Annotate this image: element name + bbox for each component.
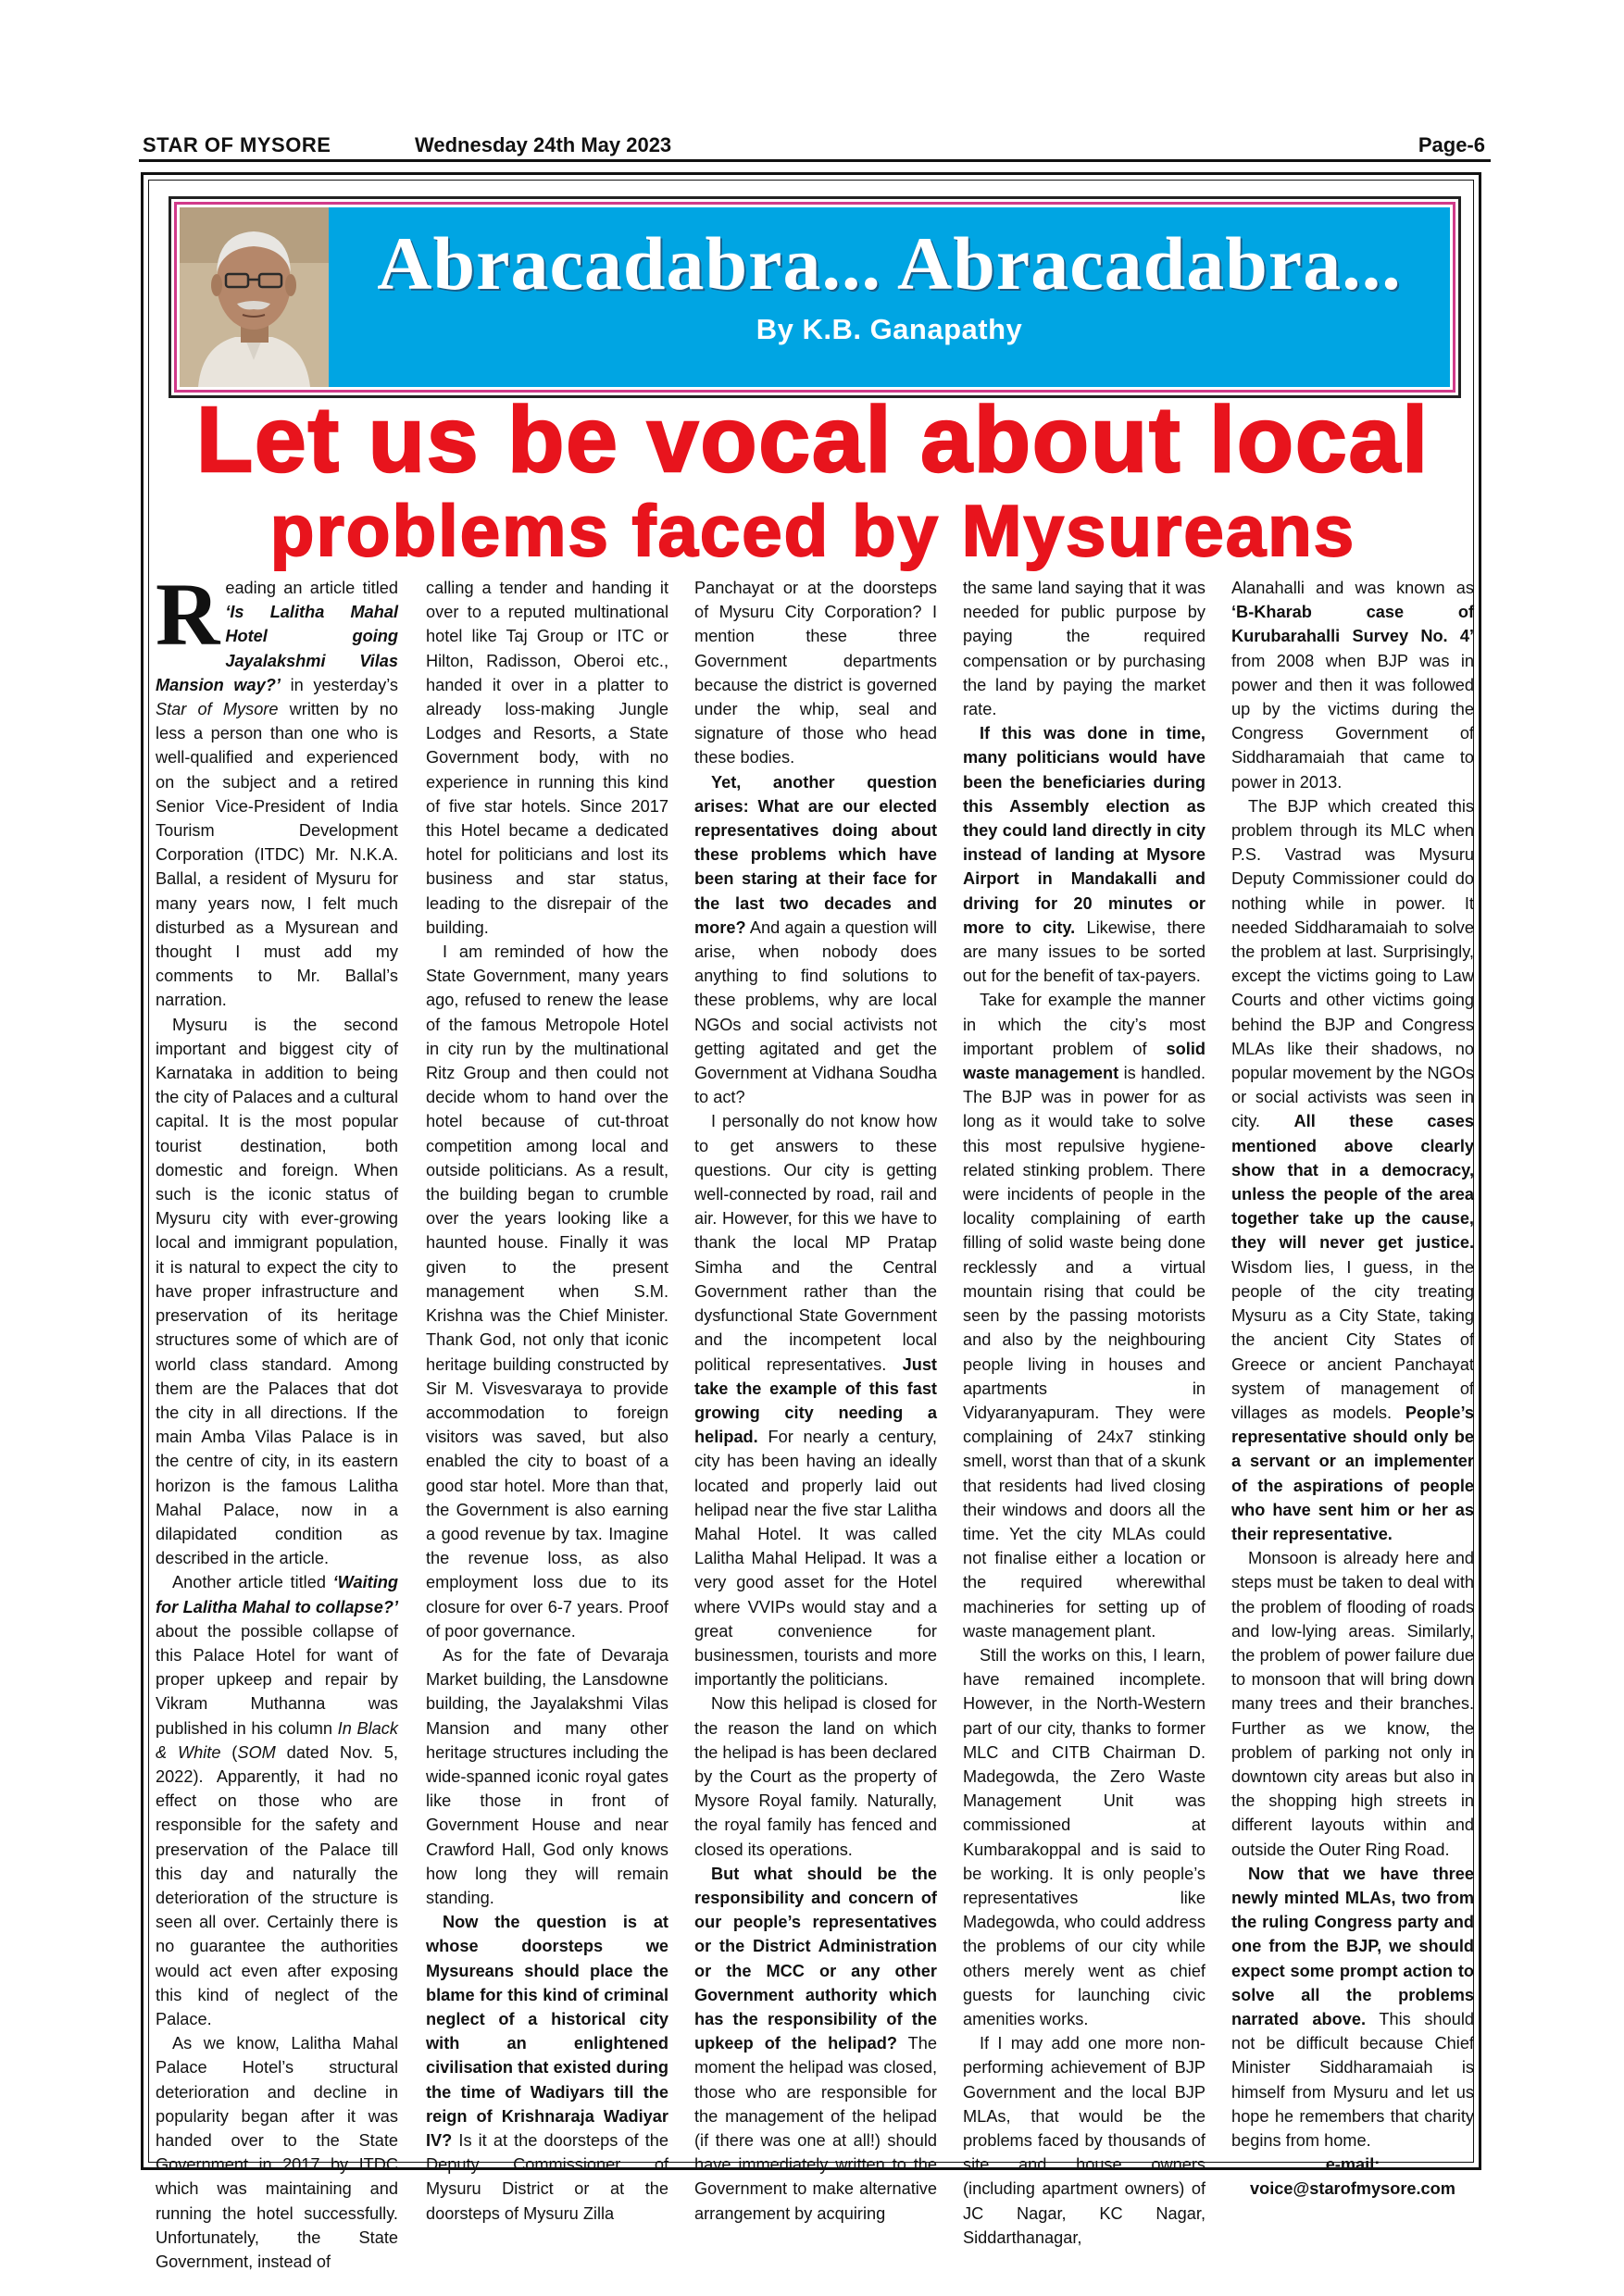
text: about the possible collapse of this Palace Hotel for want of proper upkeep and repair by Vikram Muthanna was published in his column — [156, 1621, 398, 1738]
article-column-3 — [694, 576, 937, 2223]
email-label: e-mail: — [1325, 2155, 1380, 2175]
emphasis-text: Now that we have three newly minted MLAs, two from the ruling Congress party and one from the BJP, we should expect some prompt action to solve all the problems narrated above. — [1231, 1864, 1474, 2028]
paragraph: Still the works on this, I learn, have remained incomplete. However, in the North-Western part of our city, thanks to former MLC and CITB Chairman D. Madegowda, the Zero Waste Management Unit was commissioned at Kumbarakoppal and is said to be working. It is only people’s representatives like Madegowda, who could address the problems of our city while others merely went as chief guests for launching civic amenities works. — [963, 1645, 1206, 2028]
paragraph: Now this helipad is closed for the reason the land on which the helipad is has been declared by the Court as the property of Mysore Royal family. Naturally, the royal family has fenced and closed its operations. — [694, 1694, 937, 1859]
emphasis-text: Yet, another question arises: What are our elected representatives doing about these problems which have been staring at their face for the last two decades and more? — [694, 772, 937, 937]
emphasis-text: solid waste management — [963, 1039, 1206, 1083]
publication-name: STAR OF MYSORE — [143, 133, 331, 156]
paragraph: calling a tender and handing it over to a reputed multinational hotel like Taj Group or ITC or Hilton, Radisson, Oberoi etc., handed it over in a platter to already loss-making Jungle Lodges and Resorts, a State Government body, with no experience in running this kind of five star hotels. Since 2017 this Hotel became a dedicated hotel for politicians and lost its business and star status, leading to the disrepair of the building. — [426, 579, 668, 937]
column-title: Abracadabra... Abracadabra... — [377, 221, 1402, 306]
paragraph — [1231, 794, 1474, 1546]
paragraph: As we know, Lalitha Mahal Palace Hotel’s structural deterioration and decline in popularity began after it was handed over to the State Government in 2017 by ITDC which was maintaining and running the hotel successfully. Unfortunately, the State Government, instead of — [156, 2034, 398, 2272]
paragraph — [963, 988, 1206, 1642]
paragraph: As for the fate of Devaraja Market building, the Lansdowne building, the Jayalakshmi Vilas Mansion and many other heritage structures including the wide-spanned iconic royal gates like those in front of Government House and near Crawford Hall, God only knows how long they will remain standing. — [426, 1645, 668, 1907]
text: written by no less a person than one who is well-qualified and experienced on the subject and a retired Senior Vice-President of India Tourism Development Corporation (ITDC) Mr. N.K.A. Ballal, a resident of Mysuru for many years now, I felt much disturbed as a Mysurean and thought I must add my comments to Mr. Ballal’s narration. — [156, 700, 398, 1010]
text: eading an article titled — [225, 579, 398, 597]
paragraph — [694, 1862, 937, 2226]
text: Alanahalli and was known as — [1231, 579, 1474, 597]
text: ( — [220, 1742, 238, 1762]
author-photo — [180, 207, 329, 387]
emphasis-text: Now the question is at whose doorsteps we Mysureans should place the blame for this kind of criminal neglect of a historical city with an enlightened civilisation that existed during the time of Wadiyars till the reign of Krishnaraja Wadiyar IV? — [426, 1913, 668, 2150]
article-title-ref: ‘Is Lalitha Mahal Hotel going Jayalakshmi Vilas Mansion way?’ — [156, 603, 398, 694]
emphasis-text: But what should be the responsibility and concern of our people’s representatives or the District Administration or the MCC or any other Government authority which has the responsibility of the upkeep of the helipad? — [694, 1864, 937, 2053]
text: from 2008 when BJP was in power and then it was followed up by the victims during the Congress Government of Siddharamaiah that came to power in 2013. — [1231, 651, 1474, 792]
text: Another article titled — [172, 1573, 333, 1592]
issue-date: Wednesday 24th May 2023 — [415, 133, 672, 156]
text: For nearly a century, city has been having an ideally located and properly laid out helipad near the five star Lalitha Mahal Hotel. It was called Lalitha Mahal Helipad. It was a very good asset for the Hotel where VVIPs would stay and a great convenience for businessmen, tourists and more importantly the politicians. — [694, 1428, 937, 1690]
text: Is it at the doorsteps of the Deputy Commissioner of Mysuru District or at the doorsteps of Mysuru Zilla — [426, 2131, 668, 2223]
text: This should not be difficult because Chief Minister Siddharamaiah is himself from Mysuru and let us hope he remembers that charity begins from home. — [1231, 2009, 1475, 2150]
paragraph — [694, 1109, 937, 1691]
paragraph — [1231, 1862, 1474, 2152]
paragraph: Panchayat or at the doorsteps of Mysuru City Corporation? I mention these three Government departments because the district is governed under the whip, seal and signature of those who head these bodies. — [694, 579, 937, 767]
paragraph: I am reminded of how the State Government, many years ago, refused to renew the lease of the famous Metropole Hotel in city run by the multinational Ritz Group and then could not decide whom to hand over the hotel because of cut-throat competition among local and outside politicians. As a result, the building began to crumble over the years looking like a haunted house. Finally it was given to the present management when S.M. Krishna was the Chief Minister. Thank God, not only that iconic heritage building constructed by Sir M. Visvesvaraya to provide accommodation to foreign visitors was saved, but also enabled the city to boast of a good star hotel. More than that, the Government is also earning a good revenue by tax. Imagine the revenue loss, as also employment loss due to its closure for over 6-7 years. Proof of poor governance. — [426, 942, 668, 1641]
text: dated Nov. 5, 2022). Apparently, it had no effect on those who are responsible for the safety and preservation of the Palace till this day and naturally the deterioration of the structure is seen all over. Certainly there is no guarantee the authorities would act even after exposing this kind of neglect of the Palace. — [156, 1742, 398, 2028]
paragraph: Monsoon is already here and steps must be taken to deal with the problem of flooding of roads and low-lying areas. Similarly, the problem of power failure due to monsoon that will bring down many trees and their branches. Further as we know, the problem of parking not only in downtown city areas but also in the shopping high streets in different layouts within and outside the Outer Ring Road. — [1231, 1549, 1474, 1859]
paragraph — [156, 565, 399, 1013]
page-number: Page-6 — [1418, 133, 1485, 156]
headline-line-2: problems faced by Mysureans — [269, 490, 1356, 571]
text: in yesterday’s — [280, 675, 399, 694]
publication-ref: SOM — [237, 1742, 276, 1762]
paragraph: Mysuru is the second important and biggest city of Karnataka in addition to being the city of Palaces and a cultural capital. It is the most popular tourist destination, both domestic and foreign. When such is the iconic status of Mysuru city with ever-growing local and immigrant population, it is natural to expect the city to have proper infrastructure and preservation of its heritage structures some of which are of world class standard. Among them are the Palaces that dot the city in all directions. If the main Amba Vilas Palace is in the centre of city, in its eastern horizon is the famous Lalitha Mahal Palace, now in a dilapidated condition as described in the article. — [156, 1015, 398, 1568]
drop-cap: R — [156, 565, 220, 664]
text: Likewise, there are many issues to be sorted out for the benefit of tax-payers. — [963, 917, 1206, 986]
emphasis-text: All these cases mentioned above clearly show that in a democracy, unless the people of the area together take up the cause, they will never get justice. — [1231, 1112, 1474, 1253]
paragraph: If I may add one more non-performing achievement of BJP Government and the local BJP MLAs, that would be the problems faced by thousands of site and house owners (including apartment owners) of JC Nagar, KC Nagar, Siddarthanagar, — [963, 2034, 1206, 2247]
paragraph — [426, 1910, 668, 2226]
article-column-2 — [426, 576, 668, 2223]
text: Wisdom lies, I guess, in the people of the city treating Mysuru as a City State, taking the ancient City States of Greece or ancient Panchayat system of management of villages as models. — [1231, 1257, 1474, 1422]
paragraph: the same land saying that it was needed for public purpose by paying the required compensation or by purchasing the land by paying the market rate. — [963, 579, 1206, 719]
text: Take for example the manner in which the city’s most important problem of — [963, 991, 1206, 1058]
article-column-5 — [1231, 576, 1475, 2199]
column-ref: In Black & White — [156, 1718, 398, 1762]
paragraph — [963, 721, 1206, 988]
text: I personally do not know how to get answers to these questions. Our city is getting well-connected by road, rail and air. However, for this we have to thank the local MP Pratap Simha and the Central Government rather than the dysfunctional State Government and the incompetent local political representatives. — [694, 1112, 937, 1374]
page-header — [139, 130, 1491, 161]
headline-line-1: Let us be vocal about local — [195, 388, 1430, 492]
publication-ref: Star of Mysore — [156, 700, 279, 719]
header-rule — [139, 159, 1491, 162]
column-byline: By K.B. Ganapathy — [756, 313, 1023, 345]
text: The BJP which created this problem through its MLC when P.S. Vastrad was Mysuru Deputy Commissioner could do nothing while in power. It needed Siddharamaiah to solve the problem at last. Surprisingly, except the victims going to Law Courts and other victims going behind the BJP and Congress MLAs like their shadows, no popular movement by the NGOs or social activists was seen in city. — [1231, 796, 1474, 1131]
paragraph — [1231, 576, 1474, 794]
emphasis-text: If this was done in time, many politicians would have been the beneficiaries during this Assembly election as they could land directly in city instead of landing at Mysore Airport in Mandakalli and driving for 20 minutes or more to city. — [963, 724, 1206, 937]
text: The moment the helipad was closed, those who are responsible for the management of the helipad (if there was one at all!) should have immediately written to the Government to make alternative arrangement by acquiring — [694, 2034, 937, 2223]
article-column-4 — [963, 576, 1206, 2247]
article-column-1 — [156, 565, 399, 2272]
article-title-ref: ‘Waiting for Lalitha Mahal to collapse?’ — [156, 1573, 398, 1616]
emphasis-text: ‘B-Kharab case of Kurubarahalli Survey No. 4’ — [1231, 603, 1474, 646]
emphasis-text: People’s representative should only be a servant or an implementer of the aspirations of people who have sent him or her as their representative. — [1231, 1403, 1474, 1543]
paragraph — [694, 770, 937, 1110]
author-email: voice@starofmysore.com — [1250, 2179, 1455, 2199]
emphasis-text: Just take the example of this fast growing city needing a helipad. — [694, 1354, 937, 1447]
text: And again a question will arise, when nobody does anything to find solutions to these problems, why are local NGOs and social activists not getting agitated and get the Government at Vidhana Soudha to act? — [694, 917, 937, 1107]
paragraph — [156, 1570, 398, 2031]
text: is handled. The BJP was in power for as long as it would take to solve this most repulsive hygiene-related stinking problem. There were incidents of people in the locality complaining of earth filling of solid waste being done recklessly and a virtual mountain rising that could be seen by the passing motorists and also by the neighbouring people living in houses and apartments in Vidyaranyapuram. They were complaining of 24x7 stinking smell, worst than that of a skunk that residents had lived closing their windows and doors all the time. Yet the city MLAs could not finalise either a location or the required wherewithal machineries for setting up of waste management plant. — [963, 1064, 1206, 1641]
